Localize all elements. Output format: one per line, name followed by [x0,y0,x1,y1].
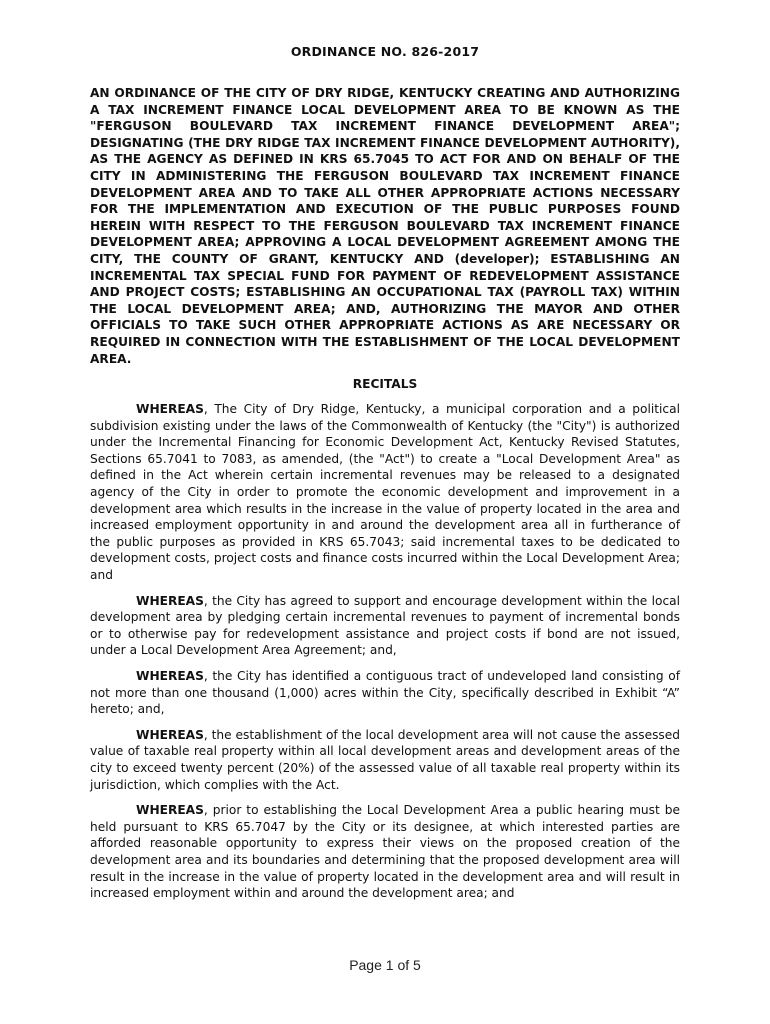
recital-paragraph [90,668,680,718]
recital-text: , prior to establishing the Local Development Area a public hearing must be held pursuant to KRS 65.7047 by the City or its designee, at which interested parties are afforded reasonable opportunity to express their views on the proposed creation of the development area and its boundaries and determining that the proposed development area will result in the increase in the value of property located in the development area and will result in increased employment within and around the development area; and [90,803,680,901]
whereas-lead: WHEREAS [136,402,204,417]
ordinance-number-title: ORDINANCE NO. 826-2017 [290,44,480,59]
recital-paragraph [90,593,680,659]
document-body [90,44,680,911]
recital-paragraph [90,401,680,584]
recital-paragraph [90,802,680,902]
whereas-lead: WHEREAS [136,593,204,608]
recital-paragraph [90,727,680,793]
ordinance-summary: AN ORDINANCE OF THE CITY OF DRY RIDGE, KENTUCKY CREATING AND AUTHORIZING A TAX INCREMENT FINANCE LOCAL DEVELOPMENT AREA TO BE KNOWN AS THE "FERGUSON BOULEVARD TAX INCREMENT FINANCE DEVELOPMENT AREA"; DESIGNATING (THE DRY RIDGE TAX INCREMENT FINANCE DEVELOPMENT AUTHORITY), AS THE AGENCY AS DEFINED IN KRS 65.7045 TO ACT FOR AND ON BEHALF OF THE CITY IN ADMINISTERING THE FERGUSON BOULEVARD TAX INCREMENT FINANCE DEVELOPMENT AREA AND TO TAKE ALL OTHER APPROPRIATE ACTIONS NECESSARY FOR THE IMPLEMENTATION AND EXECUTION OF THE PUBLIC PURPOSES FOUND HEREIN WITH RESPECT TO THE FERGUSON BOULEVARD TAX INCREMENT FINANCE DEVELOPMENT AREA; APPROVING A LOCAL DEVELOPMENT AGREEMENT AMONG THE CITY, THE COUNTY OF GRANT, KENTUCKY AND (developer); ESTABLISHING AN INCREMENTAL TAX SPECIAL FUND FOR PAYMENT OF REDEVELOPMENT ASSISTANCE AND PROJECT COSTS; ESTABLISHING AN OCCUPATIONAL TAX (PAYROLL TAX) WITHIN THE LOCAL DEVELOPMENT AREA; AND, AUTHORIZING THE MAYOR AND OTHER OFFICIALS TO TAKE SUCH OTHER APPROPRIATE ACTIONS AS ARE NECESSARY OR REQUIRED IN CONNECTION WITH THE ESTABLISHMENT OF THE LOCAL DEVELOPMENT AREA. [90,86,680,366]
recital-text: , The City of Dry Ridge, Kentucky, a municipal corporation and a political subdivision existing under the laws of the Commonwealth of Kentucky (the "City") is authorized under the Incremental Financing for Economic Development Act, Kentucky Revised Statutes, Sections 65.7041 to 7083, as amended, (the "Act") to create a "Local Development Area" as defined in the Act wherein certain incremental revenues may be released to a designated agency of the City in order to promote the economic development and improvement in a development area which results in the increase in the value of property located in the area and increased employment opportunity in and around the development area all in furtherance of the public purposes as provided in KRS 65.7043; said incremental taxes to be dedicated to development costs, project costs and finance costs incurred within the Local Development Area; and [90,402,680,583]
page-number-footer: Page 1 of 5 [349,957,421,973]
whereas-lead: WHEREAS [136,669,204,683]
recitals-heading: RECITALS [352,377,418,392]
recital-text: , the City has agreed to support and encourage development within the local development area by pledging certain incremental revenues to payment of incremental bonds or to otherwise pay for redevelopment assistance and project costs if bond are not issued, under a Local Development Area Agreement; and, [90,593,680,658]
recital-text: , the establishment of the local development area will not cause the assessed value of taxable real property within all local development areas and development areas of the city to exceed twenty percent (20%) of the assessed value of all taxable real property within its jurisdiction, which complies with the Act. [90,727,680,792]
recital-text: , the City has identified a contiguous tract of undeveloped land consisting of not more than one thousand (1,000) acres within the City, specifically described in Exhibit “A” hereto; and, [90,669,680,717]
whereas-lead: WHEREAS [136,727,204,742]
whereas-lead: WHEREAS [136,803,204,818]
